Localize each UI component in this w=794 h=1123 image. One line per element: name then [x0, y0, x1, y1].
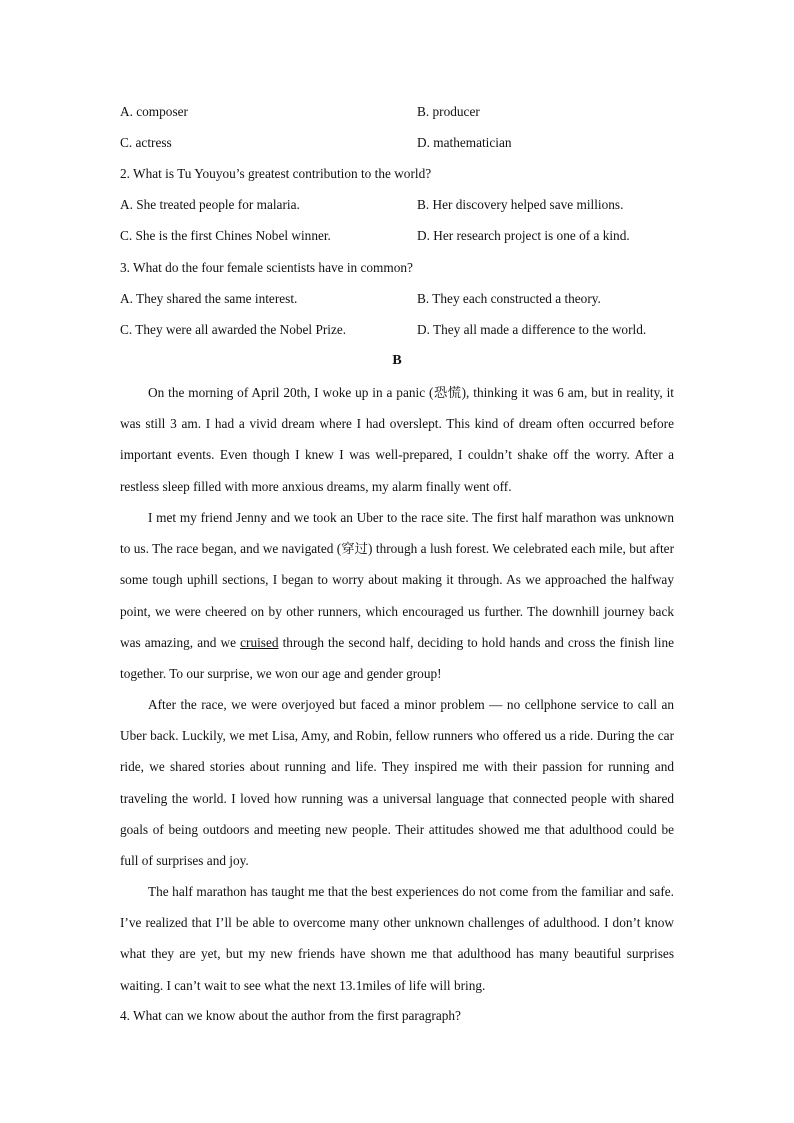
q1-option-b: B. producer: [417, 104, 480, 119]
section-heading-b: B: [392, 353, 402, 368]
paragraph-2-text-end: through the second half, deciding to hold hands and cross the finish line together. To our surprise, we won our age and gender group!: [120, 634, 674, 682]
q2-stem: 2. What is Tu Youyou’s greatest contribution to the world?: [120, 166, 432, 181]
q4-stem: 4. What can we know about the author from the first paragraph?: [120, 1008, 461, 1023]
q3-option-a: A. They shared the same interest.: [120, 291, 298, 306]
passage-paragraph-3: After the race, we were overjoyed but faced a minor problem — no cellphone service to call an Uber back. Luckily, we met Lisa, Amy, and Robin, fellow runners who offered us a ride. During the car ride, we shared stories about running and life. They inspired me with their passion for running and traveling the world. I loved how running was a universal language that connected people with shared goals of being outdoors and meeting new people. Their attitudes showed me that adulthood could be full of surprises and joy.: [120, 697, 674, 869]
passage-paragraph-1: On the morning of April 20th, I woke up in a panic (恐慌), thinking it was 6 am, but in reality, it was still 3 am. I had a vivid dream where I had overslept. This kind of dream often occurred before important events. Even though I knew I was well-prepared, I couldn’t shake off the worry. After a restless sleep filled with more anxious dreams, my alarm finally went off.: [120, 385, 674, 494]
q3-option-b: B. They each constructed a theory.: [417, 291, 601, 306]
q3-option-d: D. They all made a difference to the world.: [417, 322, 647, 337]
q2-option-c: C. She is the first Chines Nobel winner.: [120, 228, 331, 243]
q2-option-d: D. Her research project is one of a kind.: [417, 228, 630, 243]
q1-option-c: C. actress: [120, 135, 172, 150]
paragraph-2-text-start: I met my friend Jenny and we took an Uber to the race site. The first half marathon was unknown to us. The race began, and we navigated (穿过) through a lush forest. We celebrated each mile, but after some tough uphill sections, I began to worry about making it through. As we approached the halfway point, we were cheered on by other runners, which encouraged us further. The downhill journey back was amazing, and we: [120, 510, 674, 650]
q1-option-a: A. composer: [120, 104, 188, 119]
q2-option-b: B. Her discovery helped save millions.: [417, 197, 624, 212]
q1-option-d: D. mathematician: [417, 135, 512, 150]
q2-option-a: A. She treated people for malaria.: [120, 197, 300, 212]
q3-stem: 3. What do the four female scientists have in common?: [120, 260, 413, 275]
passage-paragraph-2: [120, 502, 674, 689]
q3-option-c: C. They were all awarded the Nobel Prize.: [120, 322, 347, 337]
underlined-word-cruised: cruised: [240, 634, 279, 650]
passage-paragraph-4: The half marathon has taught me that the best experiences do not come from the familiar and safe. I’ve realized that I’ll be able to overcome many other unknown challenges of adulthood. I don’t know what they are yet, but my new friends have shown me that adulthood has many beautiful surprises waiting. I can’t wait to see what the next 13.1miles of life will bring.: [120, 884, 674, 993]
